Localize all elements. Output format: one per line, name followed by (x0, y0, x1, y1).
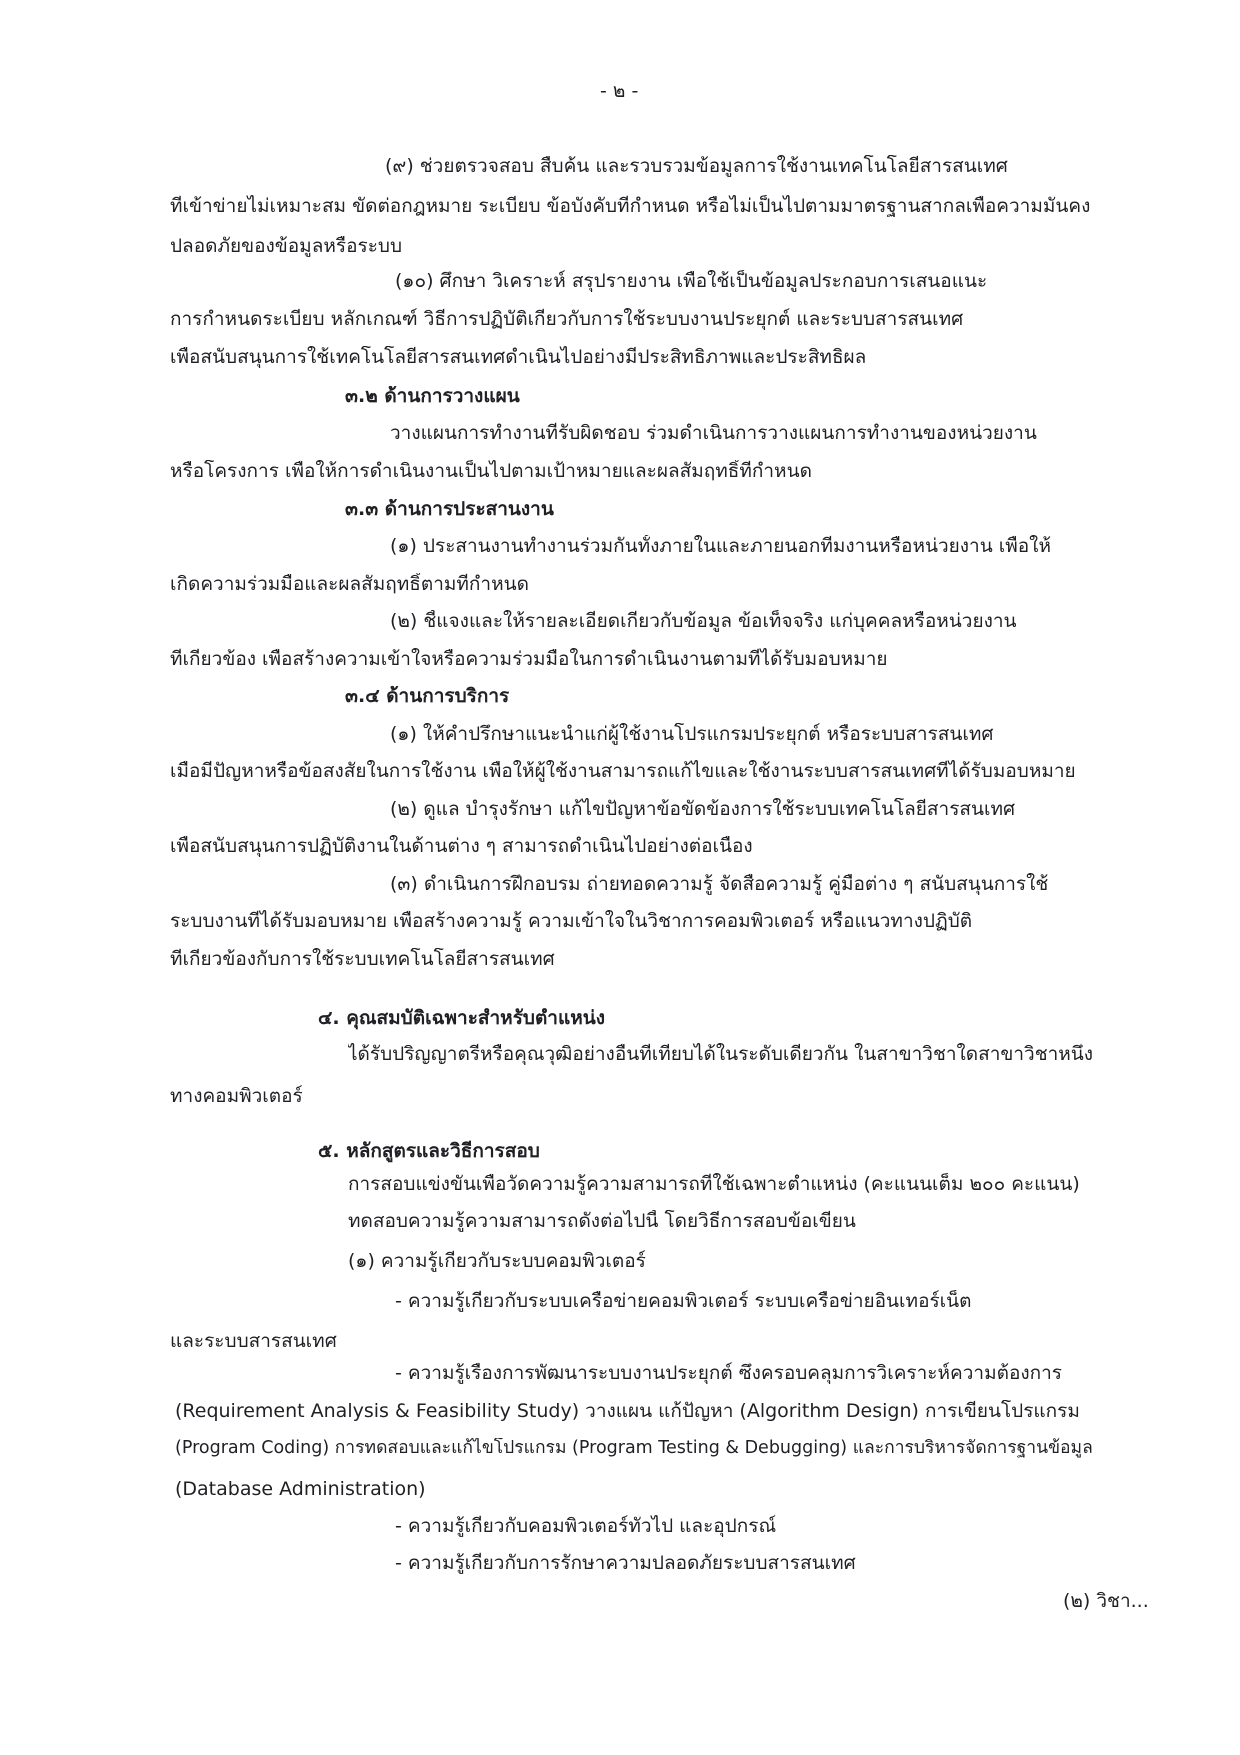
service-3-line-1: (๓) ดำเนินการฝึกอบรม ถ่ายทอดความรู้ จัดสื่อความรู้ คู่มือต่าง ๆ สนับสนุนการใช้ (390, 873, 1049, 895)
planning-line-2: หรือโครงการ เพื่อให้การดำเนินงานเป็นไปตามเป้าหมายและผลสัมฤทธิ์ที่กำหนด (170, 460, 812, 482)
coordination-2-line-1: (๒) ชี้แจงและให้รายละเอียดเกี่ยวกับข้อมูล ข้อเท็จจริง แก่บุคคลหรือหน่วยงาน (390, 610, 1017, 632)
subject-1-bullet-4: - ความรู้เกี่ยวกับการรักษาความปลอดภัยระบบสารสนเทศ (395, 1552, 856, 1574)
subject-1-bullet-2-line-3: (Program Coding) การทดสอบและแก้ไขโปรแกรม (Program Testing & Debugging) และการบริหารจัดการฐานข้อมูล (175, 1438, 1093, 1458)
qualifications-line-1: ได้รับปริญญาตรีหรือคุณวุฒิอย่างอื่นที่เทียบได้ในระดับเดียวกัน ในสาขาวิชาใดสาขาวิชาหนึ่ง (348, 1043, 1094, 1065)
coordination-2-line-2: ที่เกี่ยวข้อง เพื่อสร้างความเข้าใจหรือความร่วมมือในการดำเนินงานตามที่ได้รับมอบหมาย (170, 648, 888, 670)
exam-line-2: ทดสอบความรู้ความสามารถดังต่อไปนี้ โดยวิธีการสอบข้อเขียน (348, 1210, 856, 1232)
service-2-line-1: (๒) ดูแล บำรุงรักษา แก้ไขปัญหาข้อขัดข้องการใช้ระบบเทคโนโลยีสารสนเทศ (390, 798, 1016, 820)
subject-1-bullet-2-line-1: - ความรู้เรื่องการพัฒนาระบบงานประยุกต์ ซึ่งครอบคลุมการวิเคราะห์ความต้องการ (395, 1362, 1063, 1384)
service-1-line-1: (๑) ให้คำปรึกษาแนะนำแก่ผู้ใช้งานโปรแกรมประยุกต์ หรือระบบสารสนเทศ (390, 723, 994, 745)
heading-3-4-service: ๓.๔ ด้านการบริการ (345, 685, 510, 707)
qualifications-line-2: ทางคอมพิวเตอร์ (170, 1085, 303, 1107)
service-3-line-3: ที่เกี่ยวข้องกับการใช้ระบบเทคโนโลยีสารสนเทศ (170, 948, 555, 970)
service-1-line-2: เมื่อมีปัญหาหรือข้อสงสัยในการใช้งาน เพื่อให้ผู้ใช้งานสามารถแก้ไขและใช้งานระบบสารสนเทศที่ได้รับมอบหมาย (170, 760, 1076, 782)
exam-line-1: การสอบแข่งขันเพื่อวัดความรู้ความสามารถที่ใช้เฉพาะตำแหน่ง (คะแนนเต็ม ๒๐๐ คะแนน) (348, 1173, 1080, 1195)
item-10-line-3: เพื่อสนับสนุนการใช้เทคโนโลยีสารสนเทศดำเนินไปอย่างมีประสิทธิภาพและประสิทธิผล (170, 346, 867, 368)
item-9-line-2: ที่เข้าข่ายไม่เหมาะสม ขัดต่อกฎหมาย ระเบียบ ข้อบังคับที่กำหนด หรือไม่เป็นไปตามมาตรฐานสากลเพื่อความมั่นคง (170, 195, 1091, 217)
item-9-line-1: (๙) ช่วยตรวจสอบ สืบค้น และรวบรวมข้อมูลการใช้งานเทคโนโลยีสารสนเทศ (385, 155, 1008, 177)
subject-1-bullet-2-line-4: (Database Administration) (175, 1478, 426, 1500)
item-10-line-1: (๑๐) ศึกษา วิเคราะห์ สรุปรายงาน เพื่อใช้เป็นข้อมูลประกอบการเสนอแนะ (395, 270, 988, 292)
subject-1-bullet-3: - ความรู้เกี่ยวกับคอมพิวเตอร์ทั่วไป และอุปกรณ์ (395, 1515, 777, 1537)
item-9-line-3: ปลอดภัยของข้อมูลหรือระบบ (170, 235, 403, 257)
continuation-marker: (๒) วิชา... (1063, 1590, 1149, 1612)
subject-1-bullet-1-line-2: และระบบสารสนเทศ (170, 1330, 337, 1352)
coordination-1-line-1: (๑) ประสานงานทำงานร่วมกันทั้งภายในและภายนอกทีมงานหรือหน่วยงาน เพื่อให้ (390, 535, 1051, 557)
item-10-line-2: การกำหนดระเบียบ หลักเกณฑ์ วิธีการปฏิบัติเกี่ยวกับการใช้ระบบงานประยุกต์ และระบบสารสนเทศ (170, 308, 964, 330)
planning-line-1: วางแผนการทำงานที่รับผิดชอบ ร่วมดำเนินการวางแผนการทำงานของหน่วยงาน (390, 422, 1037, 444)
page-number: - ๒ - (600, 80, 639, 102)
heading-4-qualifications: ๔. คุณสมบัติเฉพาะสำหรับตำแหน่ง (318, 1007, 606, 1029)
service-2-line-2: เพื่อสนับสนุนการปฏิบัติงานในด้านต่าง ๆ สามารถดำเนินไปอย่างต่อเนื่อง (170, 835, 753, 857)
service-3-line-2: ระบบงานที่ได้รับมอบหมาย เพื่อสร้างความรู้ ความเข้าใจในวิชาการคอมพิวเตอร์ หรือแนวทางปฏิบัติ (170, 910, 973, 932)
subject-1-bullet-2-line-2: (Requirement Analysis & Feasibility Study) วางแผน แก้ปัญหา (Algorithm Design) การเขียนโปรแกรม (175, 1400, 1080, 1422)
exam-subject-1-title: (๑) ความรู้เกี่ยวกับระบบคอมพิวเตอร์ (348, 1250, 646, 1272)
coordination-1-line-2: เกิดความร่วมมือและผลสัมฤทธิ์ตามที่กำหนด (170, 573, 529, 595)
subject-1-bullet-1-line-1: - ความรู้เกี่ยวกับระบบเครือข่ายคอมพิวเตอร์ ระบบเครือข่ายอินเทอร์เน็ต (395, 1290, 972, 1312)
heading-5-exam: ๕. หลักสูตรและวิธีการสอบ (318, 1140, 540, 1162)
heading-3-3-coordination: ๓.๓ ด้านการประสานงาน (345, 498, 554, 520)
heading-3-2-planning: ๓.๒ ด้านการวางแผน (345, 385, 520, 407)
